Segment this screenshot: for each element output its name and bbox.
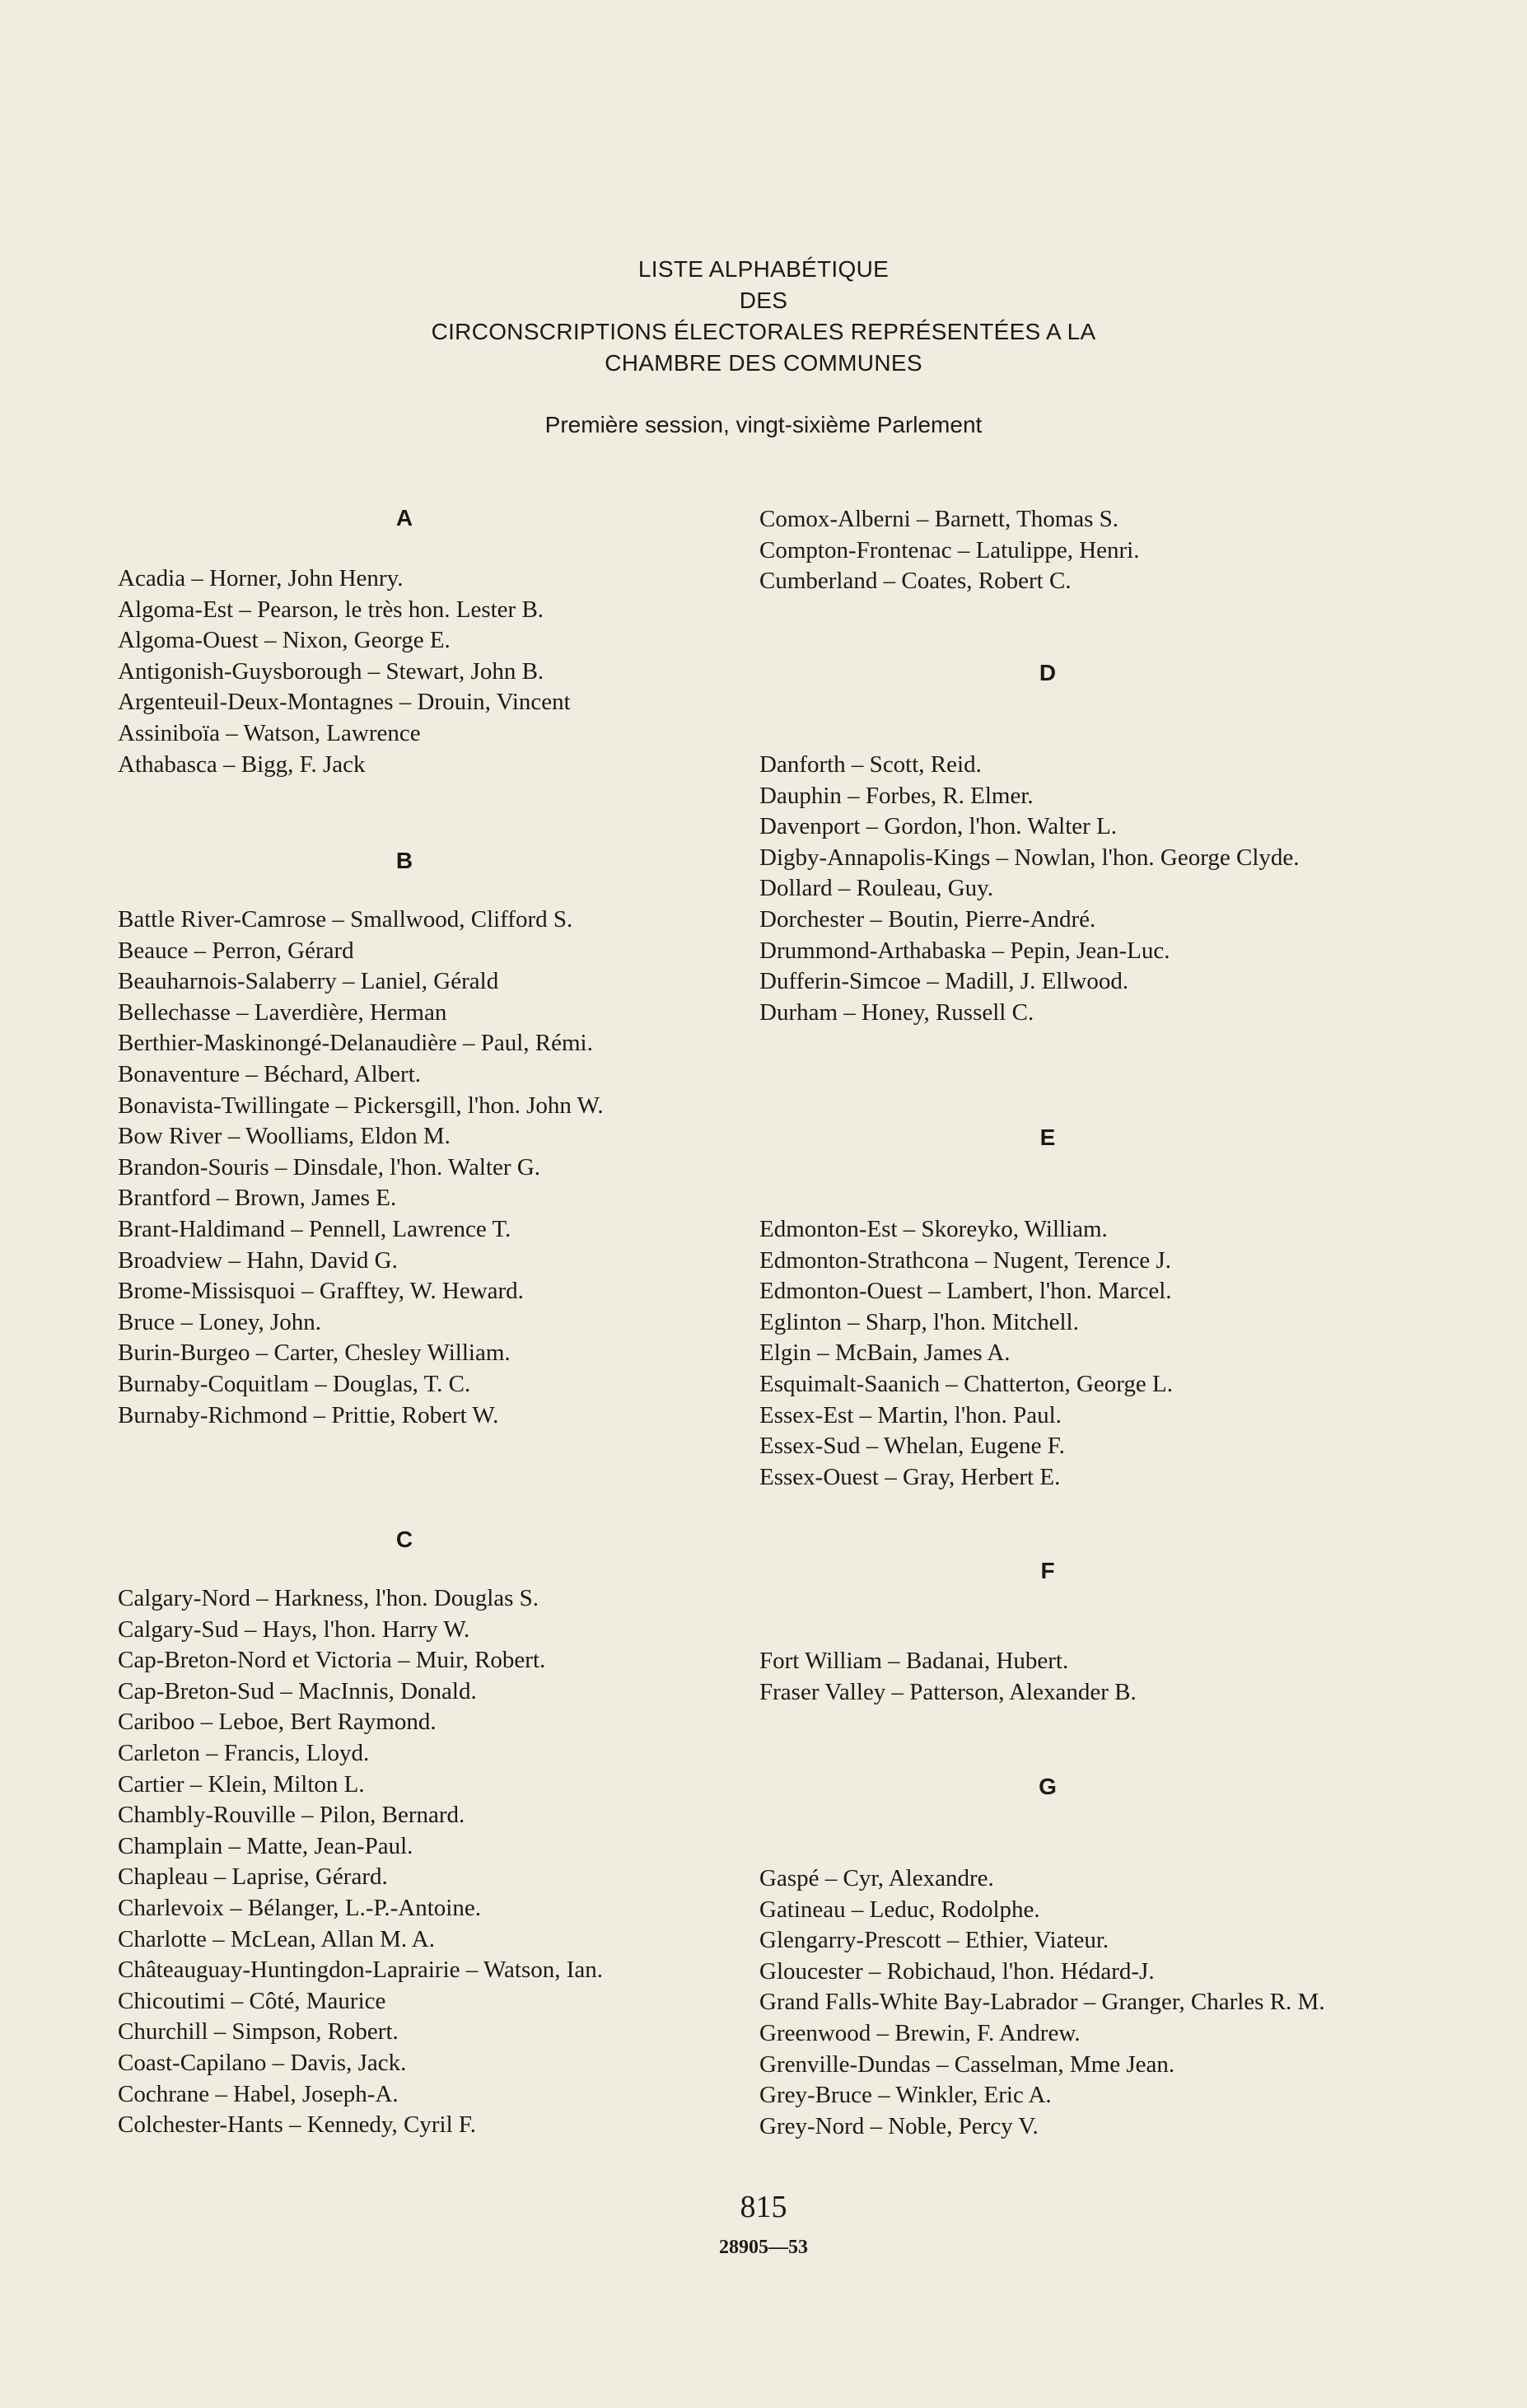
list-item: Assiniboïa – Watson, Lawrence: [118, 719, 421, 746]
list-item: Churchill – Simpson, Robert.: [118, 2018, 399, 2046]
entry-list: [759, 1646, 1385, 1708]
list-item: Cumberland – Coates, Robert C.: [759, 568, 1072, 595]
list-item: Cartier – Klein, Milton L.: [118, 1770, 365, 1798]
page-number: 815: [740, 2190, 787, 2224]
list-item: Greenwood – Brewin, F. Andrew.: [759, 2019, 1081, 2046]
list-item: Antigonish-Guysborough – Stewart, John B.: [118, 657, 544, 685]
list-item: Coast-Capilano – Davis, Jack.: [118, 2049, 407, 2076]
title-line-2: DES: [739, 288, 788, 313]
list-item: Bellechasse – Laverdière, Herman: [118, 998, 447, 1026]
list-item: Cap-Breton-Sud – MacInnis, Donald.: [118, 1677, 477, 1704]
page-subtitle: Première session, vingt-sixième Parlement: [544, 412, 983, 437]
list-item: Charlevoix – Bélanger, L.-P.-Antoine.: [118, 1894, 481, 1921]
list-item: Bow River – Woolliams, Eldon M.: [118, 1123, 451, 1150]
entry-list: [118, 1583, 735, 2141]
page-title: [0, 254, 1527, 379]
list-item: Athabasca – Bigg, F. Jack: [118, 750, 366, 778]
title-line-1: LISTE ALPHABÉTIQUE: [637, 256, 890, 282]
list-item: Brandon-Souris – Dinsdale, l'hon. Walter G.: [118, 1153, 541, 1181]
title-line-3: CIRCONSCRIPTIONS ÉLECTORALES REPRÉSENTÉES A LA: [431, 319, 1096, 344]
list-item: Dauphin – Forbes, R. Elmer.: [759, 782, 1034, 809]
list-item: Fraser Valley – Patterson, Alexander B.: [759, 1678, 1137, 1705]
section-letter: A: [395, 505, 413, 531]
list-item: Calgary-Sud – Hays, l'hon. Harry W.: [118, 1615, 470, 1643]
list-item: Beauharnois-Salaberry – Laniel, Gérald: [118, 968, 499, 995]
list-item: Grenville-Dundas – Casselman, Mme Jean.: [759, 2050, 1175, 2078]
list-item: Digby-Annapolis-Kings – Nowlan, l'hon. George Clyde.: [759, 844, 1300, 871]
list-item: Cochrane – Habel, Joseph-A.: [118, 2080, 399, 2107]
list-item: Bonaventure – Béchard, Albert.: [118, 1060, 422, 1087]
list-item: Drummond-Arthabaska – Pepin, Jean-Luc.: [759, 937, 1170, 964]
list-item: Glengarry-Prescott – Ethier, Viateur.: [759, 1927, 1109, 1954]
section-letter: B: [395, 848, 413, 873]
list-item: Essex-Ouest – Gray, Herbert E.: [759, 1463, 1061, 1490]
list-item: Dollard – Rouleau, Guy.: [759, 875, 994, 902]
list-item: Dufferin-Simcoe – Madill, J. Ellwood.: [759, 968, 1129, 995]
list-item: Argenteuil-Deux-Montagnes – Drouin, Vincent: [118, 689, 571, 716]
list-item: Brome-Missisquoi – Grafftey, W. Heward.: [118, 1278, 524, 1305]
list-item: Eglinton – Sharp, l'hon. Mitchell.: [759, 1308, 1079, 1335]
list-item: Burin-Burgeo – Carter, Chesley William.: [118, 1340, 511, 1367]
section-letter: F: [1040, 1558, 1055, 1583]
list-item: Carleton – Francis, Lloyd.: [118, 1739, 370, 1766]
entry-list: [118, 905, 735, 1431]
list-item: Algoma-Ouest – Nixon, George E.: [118, 627, 451, 654]
list-item: Grand Falls-White Bay-Labrador – Granger, Charles R. M.: [759, 1989, 1325, 2016]
section-letter: C: [395, 1527, 413, 1552]
list-item: Comox-Alberni – Barnett, Thomas S.: [759, 506, 1119, 532]
section-letter: D: [1039, 660, 1057, 685]
entry-list: [759, 1863, 1385, 2142]
list-item: Brant-Haldimand – Pennell, Lawrence T.: [118, 1215, 511, 1242]
list-item: Burnaby-Coquitlam – Douglas, T. C.: [118, 1370, 471, 1397]
list-item: Charlotte – McLean, Allan M. A.: [118, 1925, 435, 1952]
list-item: Brantford – Brown, James E.: [118, 1185, 397, 1212]
entry-list: [118, 563, 735, 780]
list-item: Grey-Bruce – Winkler, Eric A.: [759, 2082, 1052, 2109]
list-item: Cap-Breton-Nord et Victoria – Muir, Robert.: [118, 1647, 546, 1674]
list-item: Battle River-Camrose – Smallwood, Clifford S.: [118, 906, 573, 933]
entry-list: [759, 504, 1385, 597]
list-item: Edmonton-Est – Skoreyko, William.: [759, 1216, 1108, 1242]
list-item: Essex-Sud – Whelan, Eugene F.: [759, 1433, 1065, 1460]
list-item: Essex-Est – Martin, l'hon. Paul.: [759, 1401, 1062, 1428]
list-item: Chapleau – Laprise, Gérard.: [118, 1863, 388, 1891]
list-item: Champlain – Matte, Jean-Paul.: [118, 1832, 413, 1859]
list-item: Durham – Honey, Russell C.: [759, 998, 1034, 1026]
list-item: Davenport – Gordon, l'hon. Walter L.: [759, 813, 1118, 840]
list-item: Compton-Frontenac – Latulippe, Henri.: [759, 536, 1140, 563]
list-item: Broadview – Hahn, David G.: [118, 1246, 398, 1274]
list-item: Esquimalt-Saanich – Chatterton, George L.: [759, 1370, 1174, 1397]
list-item: Gaspé – Cyr, Alexandre.: [759, 1865, 994, 1891]
list-item: Grey-Nord – Noble, Percy V.: [759, 2112, 1039, 2139]
print-code: 28905—53: [719, 2237, 808, 2258]
entry-list: [759, 750, 1385, 1028]
list-item: Gloucester – Robichaud, l'hon. Hédard-J.: [759, 1957, 1155, 1985]
list-item: Châteauguay-Huntingdon-Laprairie – Watson, Ian.: [118, 1957, 604, 1984]
list-item: Elgin – McBain, James A.: [759, 1340, 1011, 1367]
list-item: Fort William – Badanai, Hubert.: [759, 1648, 1069, 1674]
list-item: Acadia – Horner, John Henry.: [118, 565, 404, 591]
list-item: Berthier-Maskinongé-Delanaudière – Paul, Rémi.: [118, 1030, 593, 1057]
list-item: Bruce – Loney, John.: [118, 1308, 321, 1335]
list-item: Edmonton-Ouest – Lambert, l'hon. Marcel.: [759, 1278, 1172, 1305]
list-item: Beauce – Perron, Gérard: [118, 937, 354, 964]
list-item: Cariboo – Leboe, Bert Raymond.: [118, 1709, 437, 1736]
list-item: Colchester-Hants – Kennedy, Cyril F.: [118, 2111, 476, 2139]
list-item: Bonavista-Twillingate – Pickersgill, l'hon. John W.: [118, 1092, 604, 1119]
entry-list: [759, 1214, 1385, 1493]
section-letter: G: [1039, 1774, 1057, 1799]
list-item: Dorchester – Boutin, Pierre-André.: [759, 905, 1096, 933]
section-letter: E: [1039, 1125, 1056, 1150]
list-item: Chicoutimi – Côté, Maurice: [118, 1987, 386, 2014]
list-item: Burnaby-Richmond – Prittie, Robert W.: [118, 1401, 499, 1428]
list-item: Edmonton-Strathcona – Nugent, Terence J.: [759, 1246, 1171, 1274]
list-item: Chambly-Rouville – Pilon, Bernard.: [118, 1802, 465, 1829]
list-item: Calgary-Nord – Harkness, l'hon. Douglas S.: [118, 1585, 539, 1611]
list-item: Danforth – Scott, Reid.: [759, 751, 982, 778]
list-item: Gatineau – Leduc, Rodolphe.: [759, 1896, 1040, 1923]
title-line-4: CHAMBRE DES COMMUNES: [605, 350, 922, 376]
list-item: Algoma-Est – Pearson, le très hon. Lester B.: [118, 596, 544, 623]
